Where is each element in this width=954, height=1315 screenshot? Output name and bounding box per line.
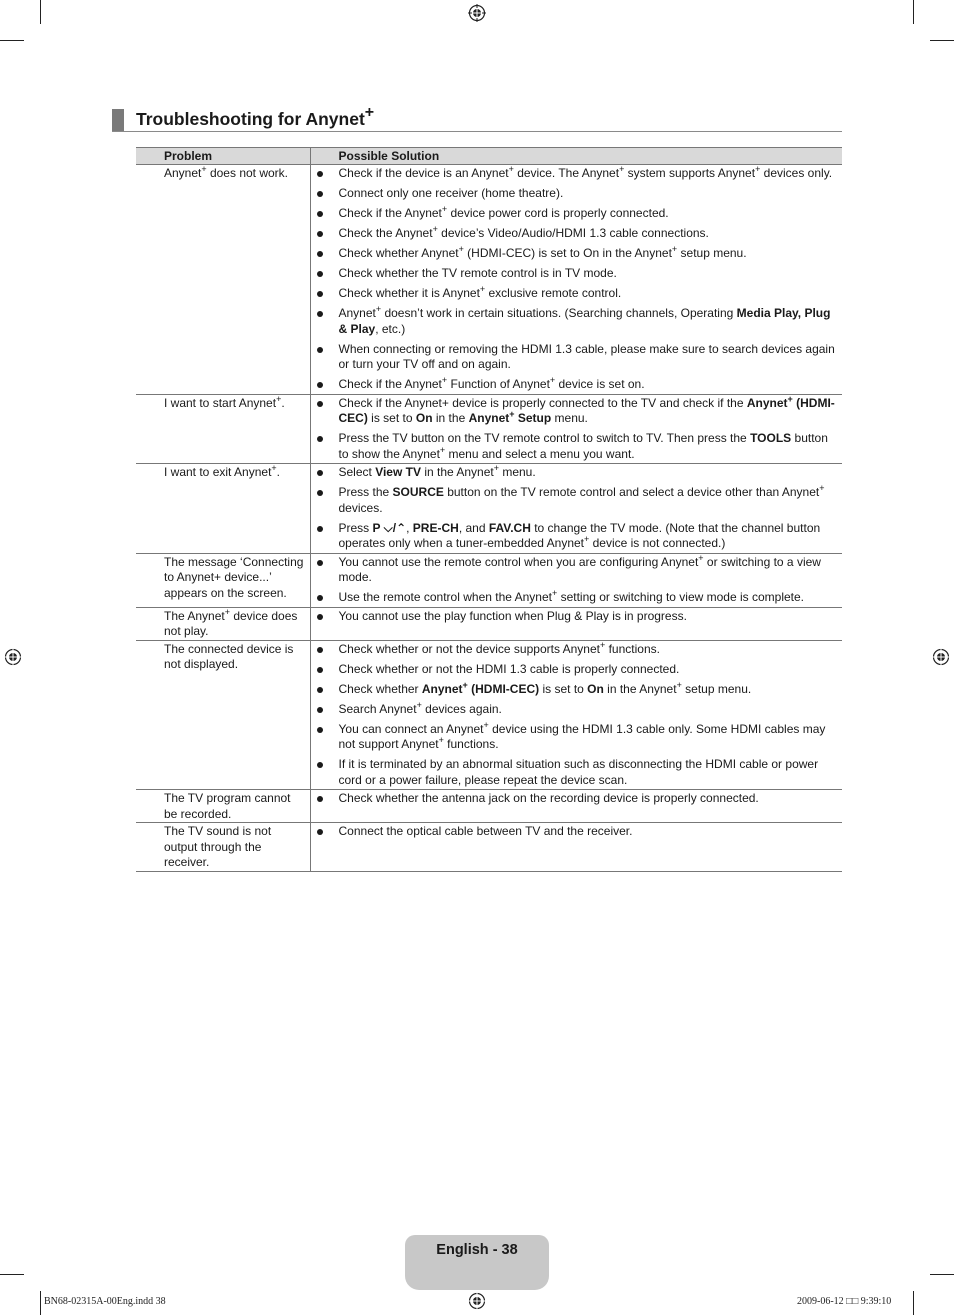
- list-item: You cannot use the play function when Plug & Play is in progress.: [311, 609, 839, 625]
- table-header-row: [136, 148, 842, 165]
- problem-cell: I want to start Anynet+.: [136, 394, 310, 464]
- problem-cell: Anynet+ does not work.: [136, 165, 310, 395]
- list-item: Check if the device is an Anynet+ device. The Anynet+ system supports Anynet+ devices only.: [311, 166, 839, 182]
- list-item: Check if the Anynet+ device is properly connected to the TV and check if the Anynet+ (HDMI-CEC) is set to On in the Anynet+ Setup menu.: [311, 396, 839, 427]
- heading-bar: [112, 109, 124, 131]
- solution-cell: [310, 165, 842, 395]
- solution-cell: [310, 553, 842, 607]
- list-item: Check whether Anynet+ (HDMI-CEC) is set to On in the Anynet+ setup menu.: [311, 246, 839, 262]
- list-item: Check whether or not the HDMI 1.3 cable is properly connected.: [311, 662, 839, 678]
- table-row: [136, 790, 842, 823]
- problem-cell: I want to exit Anynet+.: [136, 464, 310, 554]
- list-item: Check if the Anynet+ Function of Anynet+ device is set on.: [311, 377, 839, 393]
- print-slug-left: BN68-02315A-00Eng.indd 38: [44, 1296, 166, 1307]
- table-row: [136, 823, 842, 872]
- page-number: English - 38: [436, 1242, 518, 1258]
- list-item: You can connect an Anynet+ device using the HDMI 1.3 cable only. Some HDMI cables may not support Anynet+ functions.: [311, 722, 839, 753]
- column-header-problem: Problem: [136, 148, 310, 165]
- list-item: Check if the Anynet+ device power cord is properly connected.: [311, 206, 839, 222]
- solution-cell: [310, 823, 842, 872]
- solution-list: [311, 791, 839, 807]
- solution-cell: [310, 790, 842, 823]
- registration-right-icon: [932, 648, 950, 666]
- print-slug-right: 2009-06-12 □□ 9:39:10: [797, 1296, 892, 1307]
- page-title: Troubleshooting for Anynet+: [136, 104, 375, 129]
- list-item: Check whether the antenna jack on the recording device is properly connected.: [311, 791, 839, 807]
- troubleshooting-table: [136, 147, 842, 872]
- solution-list: [311, 609, 839, 625]
- crop-mark-top-left-h: [0, 40, 24, 41]
- problem-cell: The message ‘Connecting to Anynet+ device...’ appears on the screen.: [136, 553, 310, 607]
- crop-mark-bottom-left-v: [40, 1291, 41, 1315]
- solution-cell: [310, 640, 842, 790]
- solution-list: [311, 166, 839, 393]
- list-item: Check the Anynet+ device’s Video/Audio/HDMI 1.3 cable connections.: [311, 226, 839, 242]
- list-item: Press the SOURCE button on the TV remote control and select a device other than Anynet+ devices.: [311, 485, 839, 516]
- solution-list: [311, 824, 839, 840]
- registration-top-icon: [468, 4, 486, 22]
- list-item: When connecting or removing the HDMI 1.3 cable, please make sure to search devices again or turn your TV off and on again.: [311, 342, 839, 373]
- table-row: [136, 640, 842, 790]
- registration-left-icon: [4, 648, 22, 666]
- crop-mark-bottom-left-h: [0, 1274, 24, 1275]
- solution-list: [311, 552, 839, 606]
- column-header-solution: Possible Solution: [310, 148, 842, 165]
- solution-cell: [310, 607, 842, 640]
- registration-bottom-icon: [468, 1292, 486, 1310]
- crop-mark-bottom-right-h: [930, 1274, 954, 1275]
- crop-mark-top-left-v: [40, 0, 41, 24]
- table-row: [136, 165, 842, 395]
- list-item: You cannot use the remote control when you are configuring Anynet+ or switching to a view mode.: [311, 555, 839, 586]
- problem-cell: The connected device is not displayed.: [136, 640, 310, 790]
- solution-list: [311, 393, 839, 463]
- solution-list: [311, 465, 839, 552]
- problem-cell: The TV sound is not output through the receiver.: [136, 823, 310, 872]
- list-item: Connect the optical cable between TV and the receiver.: [311, 824, 839, 840]
- problem-cell: The TV program cannot be recorded.: [136, 790, 310, 823]
- list-item: Check whether the TV remote control is in TV mode.: [311, 266, 839, 282]
- crop-mark-top-right-h: [930, 40, 954, 41]
- section-heading: [112, 104, 842, 132]
- table-row: [136, 464, 842, 554]
- list-item: Connect only one receiver (home theatre).: [311, 186, 839, 202]
- list-item: Check whether it is Anynet+ exclusive remote control.: [311, 286, 839, 302]
- problem-cell: The Anynet+ device does not play.: [136, 607, 310, 640]
- list-item: Select View TV in the Anynet+ menu.: [311, 465, 839, 481]
- page-number-tab: [405, 1235, 549, 1290]
- list-item: Check whether Anynet+ (HDMI-CEC) is set to On in the Anynet+ setup menu.: [311, 682, 839, 698]
- list-item: If it is terminated by an abnormal situation such as disconnecting the HDMI cable or power cord or a power failure, please repeat the device scan.: [311, 757, 839, 788]
- list-item: Anynet+ doesn’t work in certain situations. (Searching channels, Operating Media Play, Plug & Play, etc.): [311, 306, 839, 337]
- crop-mark-top-right-v: [913, 0, 914, 24]
- solution-list: [311, 639, 839, 789]
- solution-cell: [310, 464, 842, 554]
- table-row: [136, 607, 842, 640]
- table-row: [136, 553, 842, 607]
- solution-cell: [310, 394, 842, 464]
- list-item: Press the TV button on the TV remote control to switch to TV. Then press the TOOLS button to show the Anynet+ menu and select a menu you want.: [311, 431, 839, 462]
- crop-mark-bottom-right-v: [913, 1291, 914, 1315]
- table-body: [136, 165, 842, 872]
- table-row: [136, 394, 842, 464]
- list-item: Search Anynet+ devices again.: [311, 702, 839, 718]
- list-item: Press P ⌵/⌃, PRE-CH, and FAV.CH to change the TV mode. (Note that the channel button operates only when a tuner-embedded Anynet+ device is not connected.): [311, 521, 839, 552]
- list-item: Check whether or not the device supports Anynet+ functions.: [311, 642, 839, 658]
- list-item: Use the remote control when the Anynet+ setting or switching to view mode is complete.: [311, 590, 839, 606]
